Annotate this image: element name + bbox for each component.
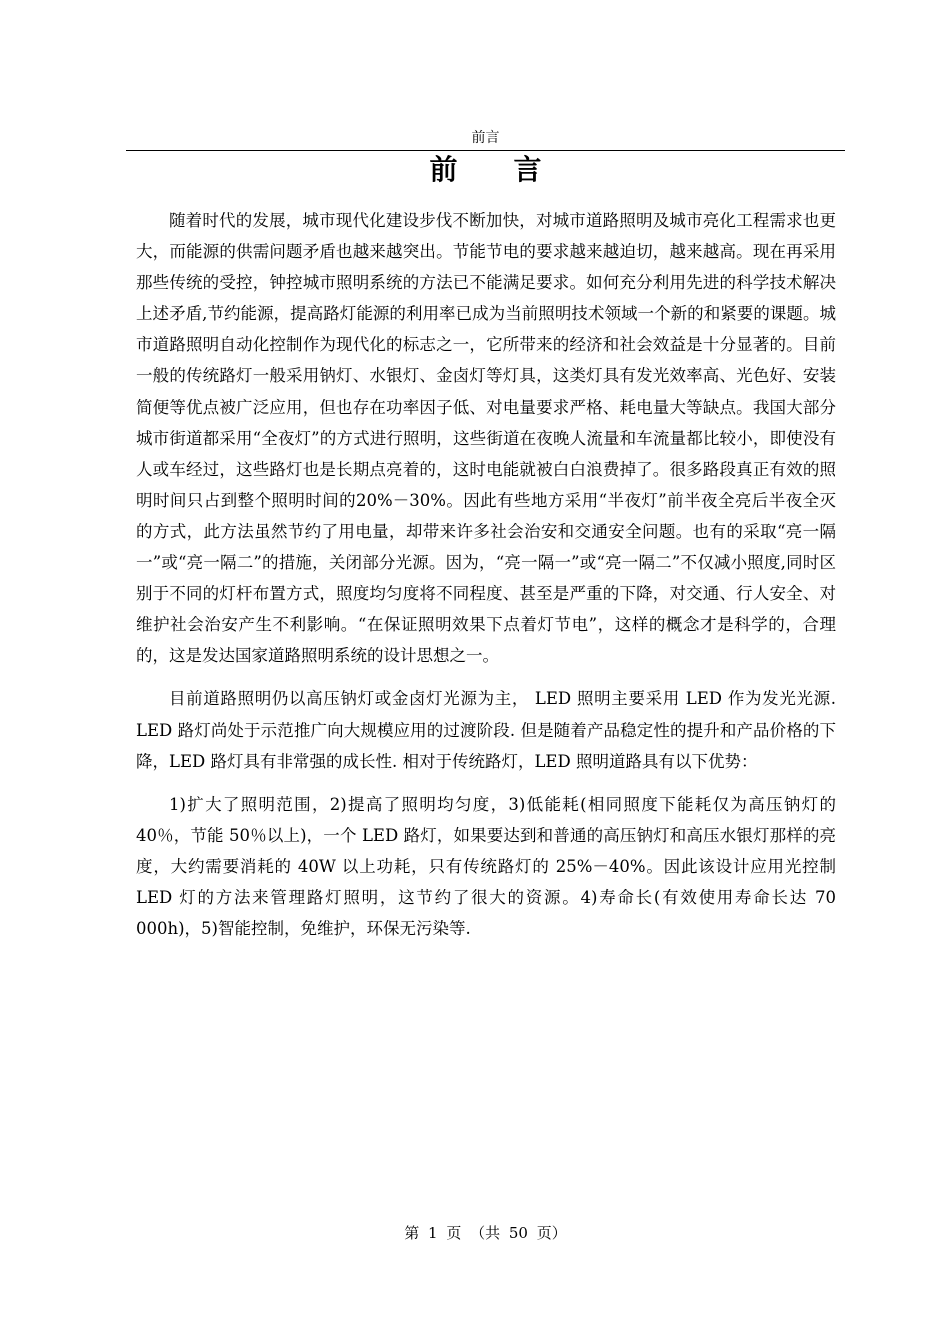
running-header: 前言 — [471, 130, 500, 146]
paragraph: 1)扩大了照明范围，2)提高了照明均匀度，3)低能耗(相同照度下能耗仅为高压钠灯的 40％，节能 50％以上)，一个 LED 路灯，如果要达到和普通的高压钠灯和高压水银灯那样的亮度，大约需要消耗的 40W 以上功耗，只有传统路灯的 25%－40%。因此该设计应用光控制 LED 灯的方法来管理路灯照明，这节约了很大的资源。4)寿命长(有效使用寿命长达 70 000h)，5)智能控制，免维护，环保无污染等. — [136, 794, 836, 939]
paragraph: 随着时代的发展，城市现代化建设步伐不断加快，对城市道路照明及城市亮化工程需求也更大，而能源的供需问题矛盾也越来越突出。节能节电的要求越来越迫切，越来越高。现在再采用那些传统的受控，钟控城市照明系统的方法已不能满足要求。如何充分利用先进的科学技术解决上述矛盾,节约能源，提高路灯能源的利用率已成为当前照明技术领域一个新的和紧要的课题。城市道路照明自动化控制作为现代化的标志之一，它所带来的经济和社会效益是十分显著的。目前一般的传统路灯一般采用钠灯、水银灯、金卤灯等灯具，这类灯具有发光效率高、光色好、安装简便等优点被广泛应用，但也存在功率因子低、对电量要求严格、耗电量大等缺点。我国大部分城市街道都采用“全夜灯”的方式进行照明，这些街道在夜晚人流量和车流量都比较小，即使没有人或车经过，这些路灯也是长期点亮着的，这时电能就被白白浪费掉了。很多路段真正有效的照明时间只占到整个照明时间的20%－30%。因此有些地方采用“半夜灯”前半夜全亮后半夜全灭的方式，此方法虽然节约了用电量，却带来许多社会治安和交通安全问题。也有的采取“亮一隔一”或“亮一隔二”的措施，关闭部分光源。因为，“亮一隔一”或“亮一隔二”不仅减小照度,同时区别于不同的灯杆布置方式，照度均匀度将不同程度、甚至是严重的下降，对交通、行人安全、对维护社会治安产生不利影响。“在保证照明效果下点着灯节电”，这样的概念才是科学的，合理的，这是发达国家道路照明系统的设计思想之一。 — [136, 211, 836, 666]
body-text — [136, 205, 836, 944]
page-title: 前言 — [429, 153, 598, 186]
paragraph: 目前道路照明仍以高压钠灯或金卤灯光源为主， LED 照明主要采用 LED 作为发光光源. LED 路灯尚处于示范推广向大规模应用的过渡阶段. 但是随着产品稳定性的提升和产品价格的下降，LED 路灯具有非常强的成长性. 相对于传统路灯，LED 照明道路具有以下优势： — [136, 689, 836, 771]
page-footer: 第 1 页 （共 50 页） — [404, 1224, 567, 1242]
